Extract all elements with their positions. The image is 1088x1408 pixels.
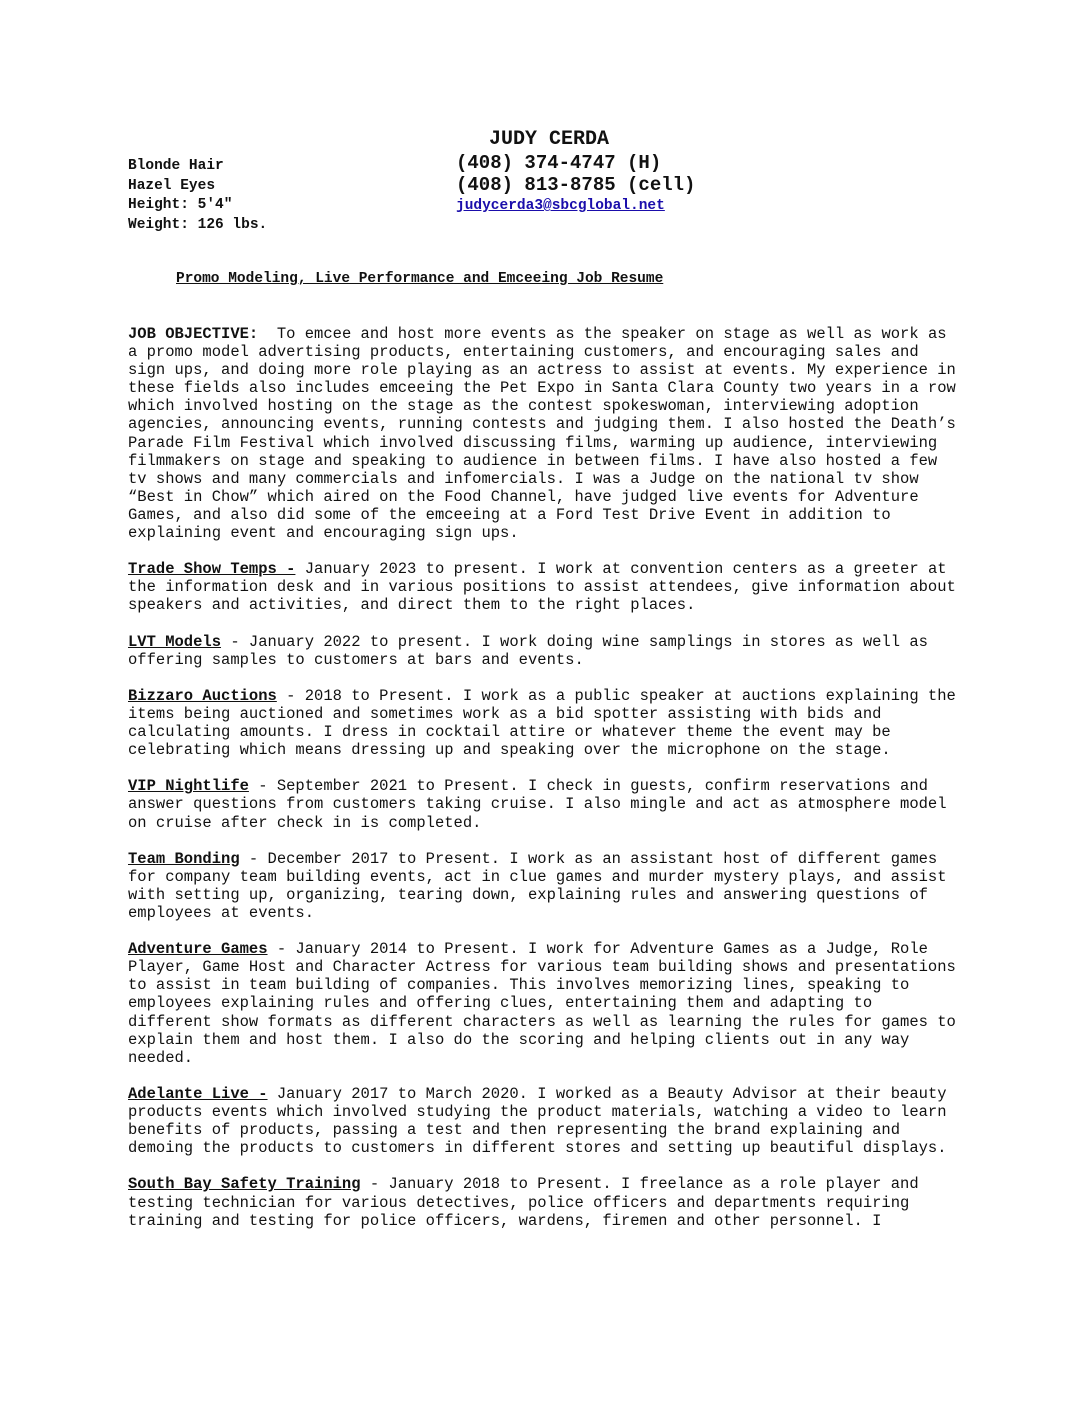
job-entry: [128, 1175, 958, 1229]
job-description: January 2023 to present. I work at convention centers as a greeter at the information desk and in various positions to assist attendees, give information about speakers and activities, and direct them to the right places.: [128, 560, 956, 615]
company-name: Adelante Live -: [128, 1084, 268, 1103]
company-name: Bizzaro Auctions: [128, 686, 277, 705]
job-entry: [128, 560, 958, 614]
company-name: Team Bonding: [128, 849, 240, 868]
job-entry: [128, 633, 958, 669]
phone-home: (408) 374-4747 (H): [456, 152, 662, 174]
company-name: VIP Nightlife: [128, 777, 249, 796]
personal-attributes: [128, 157, 267, 235]
eye-color: Hazel Eyes: [128, 177, 216, 194]
phone-cell: (408) 813-8785 (cell): [456, 173, 696, 196]
job-entry: [128, 777, 958, 831]
objective-text: To emcee and host more events as the speaker on stage as well as work as a promo model advertising products, entertaining customers, and encouraging sales and sign ups, and doing more role playing as an actress to assist at events. My experience in these fields also includes emceeing the Pet Expo in Santa Clara County two years in a row which involved hosting on the stage as the contest spokeswoman, interviewing adoption agencies, announcing events, running contests and judging them. I also hosted the Death’s Parade Film Festival which involved discussing films, warming up audience, interviewing filmmakers on stage and speaking to audience in between films. I have also hosted a few tv shows and many commercials and infomercials. I was a Judge on the national tv show “Best in Chow” which aired on the Food Channel, have judged live events for Adventure Games, and also did some of the emceeing at a Ford Test Drive Event in addition to explaining event and encouraging sign ups.: [128, 325, 956, 543]
job-objective: [128, 325, 958, 542]
company-name: LVT Models: [128, 632, 222, 651]
job-entry: [128, 940, 958, 1067]
resume-body: [128, 325, 958, 1248]
job-description: - January 2018 to Present. I freelance as a role player and testing technician for various detectives, police officers and departments requiring training and testing for police officers, wardens, firemen and other personnel. I: [128, 1175, 919, 1230]
job-description: - September 2021 to Present. I check in guests, confirm reservations and answer questions from customers taking cruise. I also mingle and act as atmosphere model on cruise after check in is completed.: [128, 777, 947, 832]
job-entry: [128, 850, 958, 922]
hair-color: Blonde Hair: [128, 158, 224, 174]
job-description: - January 2022 to present. I work doing wine samplings in stores as well as offering samples to customers at bars and events.: [128, 632, 928, 669]
resume-name: JUDY CERDA: [489, 128, 610, 151]
resume-title: Promo Modeling, Live Performance and Emceeing Job Resume: [176, 271, 664, 287]
company-name: Adventure Games: [128, 940, 268, 959]
company-name: Trade Show Temps -: [128, 560, 296, 579]
job-description: - December 2017 to Present. I work as an assistant host of different games for company team building events, act in clue games and murder mystery plays, and assist with setting up, organizing, tearing down, explaining rules and answering questions of employees at events.: [128, 849, 947, 922]
job-description: - 2018 to Present. I work as a public speaker at auctions explaining the items being auctioned and sometimes work as a bid spotter assisting with bids and calculating amounts. I dress in cocktail attire or whatever theme the event may be celebrating which means dressing up and speaking over the microphone on the stage.: [128, 686, 956, 760]
job-entry: [128, 1085, 958, 1157]
email-link[interactable]: judycerda3@sbcglobal.net: [456, 198, 665, 214]
company-name: South Bay Safety Training: [128, 1175, 361, 1194]
job-description: - January 2014 to Present. I work for Adventure Games as a Judge, Role Player, Game Host and Character Actress for various team building shows and presentations to assist in team building of companies. This involves memorizing lines, speaking to employees explaining rules and offering clues, entertaining them and adapting to different show formats as different characters as well as learning the rules for games to explain them and host them. I also do the scoring and helping clients out in any way needed.: [128, 940, 956, 1067]
objective-label: JOB OBJECTIVE:: [128, 325, 259, 343]
job-description: January 2017 to March 2020. I worked as a Beauty Advisor at their beauty products events which involved studying the product materials, watching a video to learn benefits of products, passing a test and then representing the brand explaining and demoing the products to customers in different stores and setting up beautiful displays.: [128, 1084, 947, 1158]
contact-info: [456, 153, 695, 218]
weight: Weight: 126 lbs.: [128, 216, 268, 233]
job-entry: [128, 687, 958, 759]
height: Height: 5'4": [128, 197, 233, 213]
